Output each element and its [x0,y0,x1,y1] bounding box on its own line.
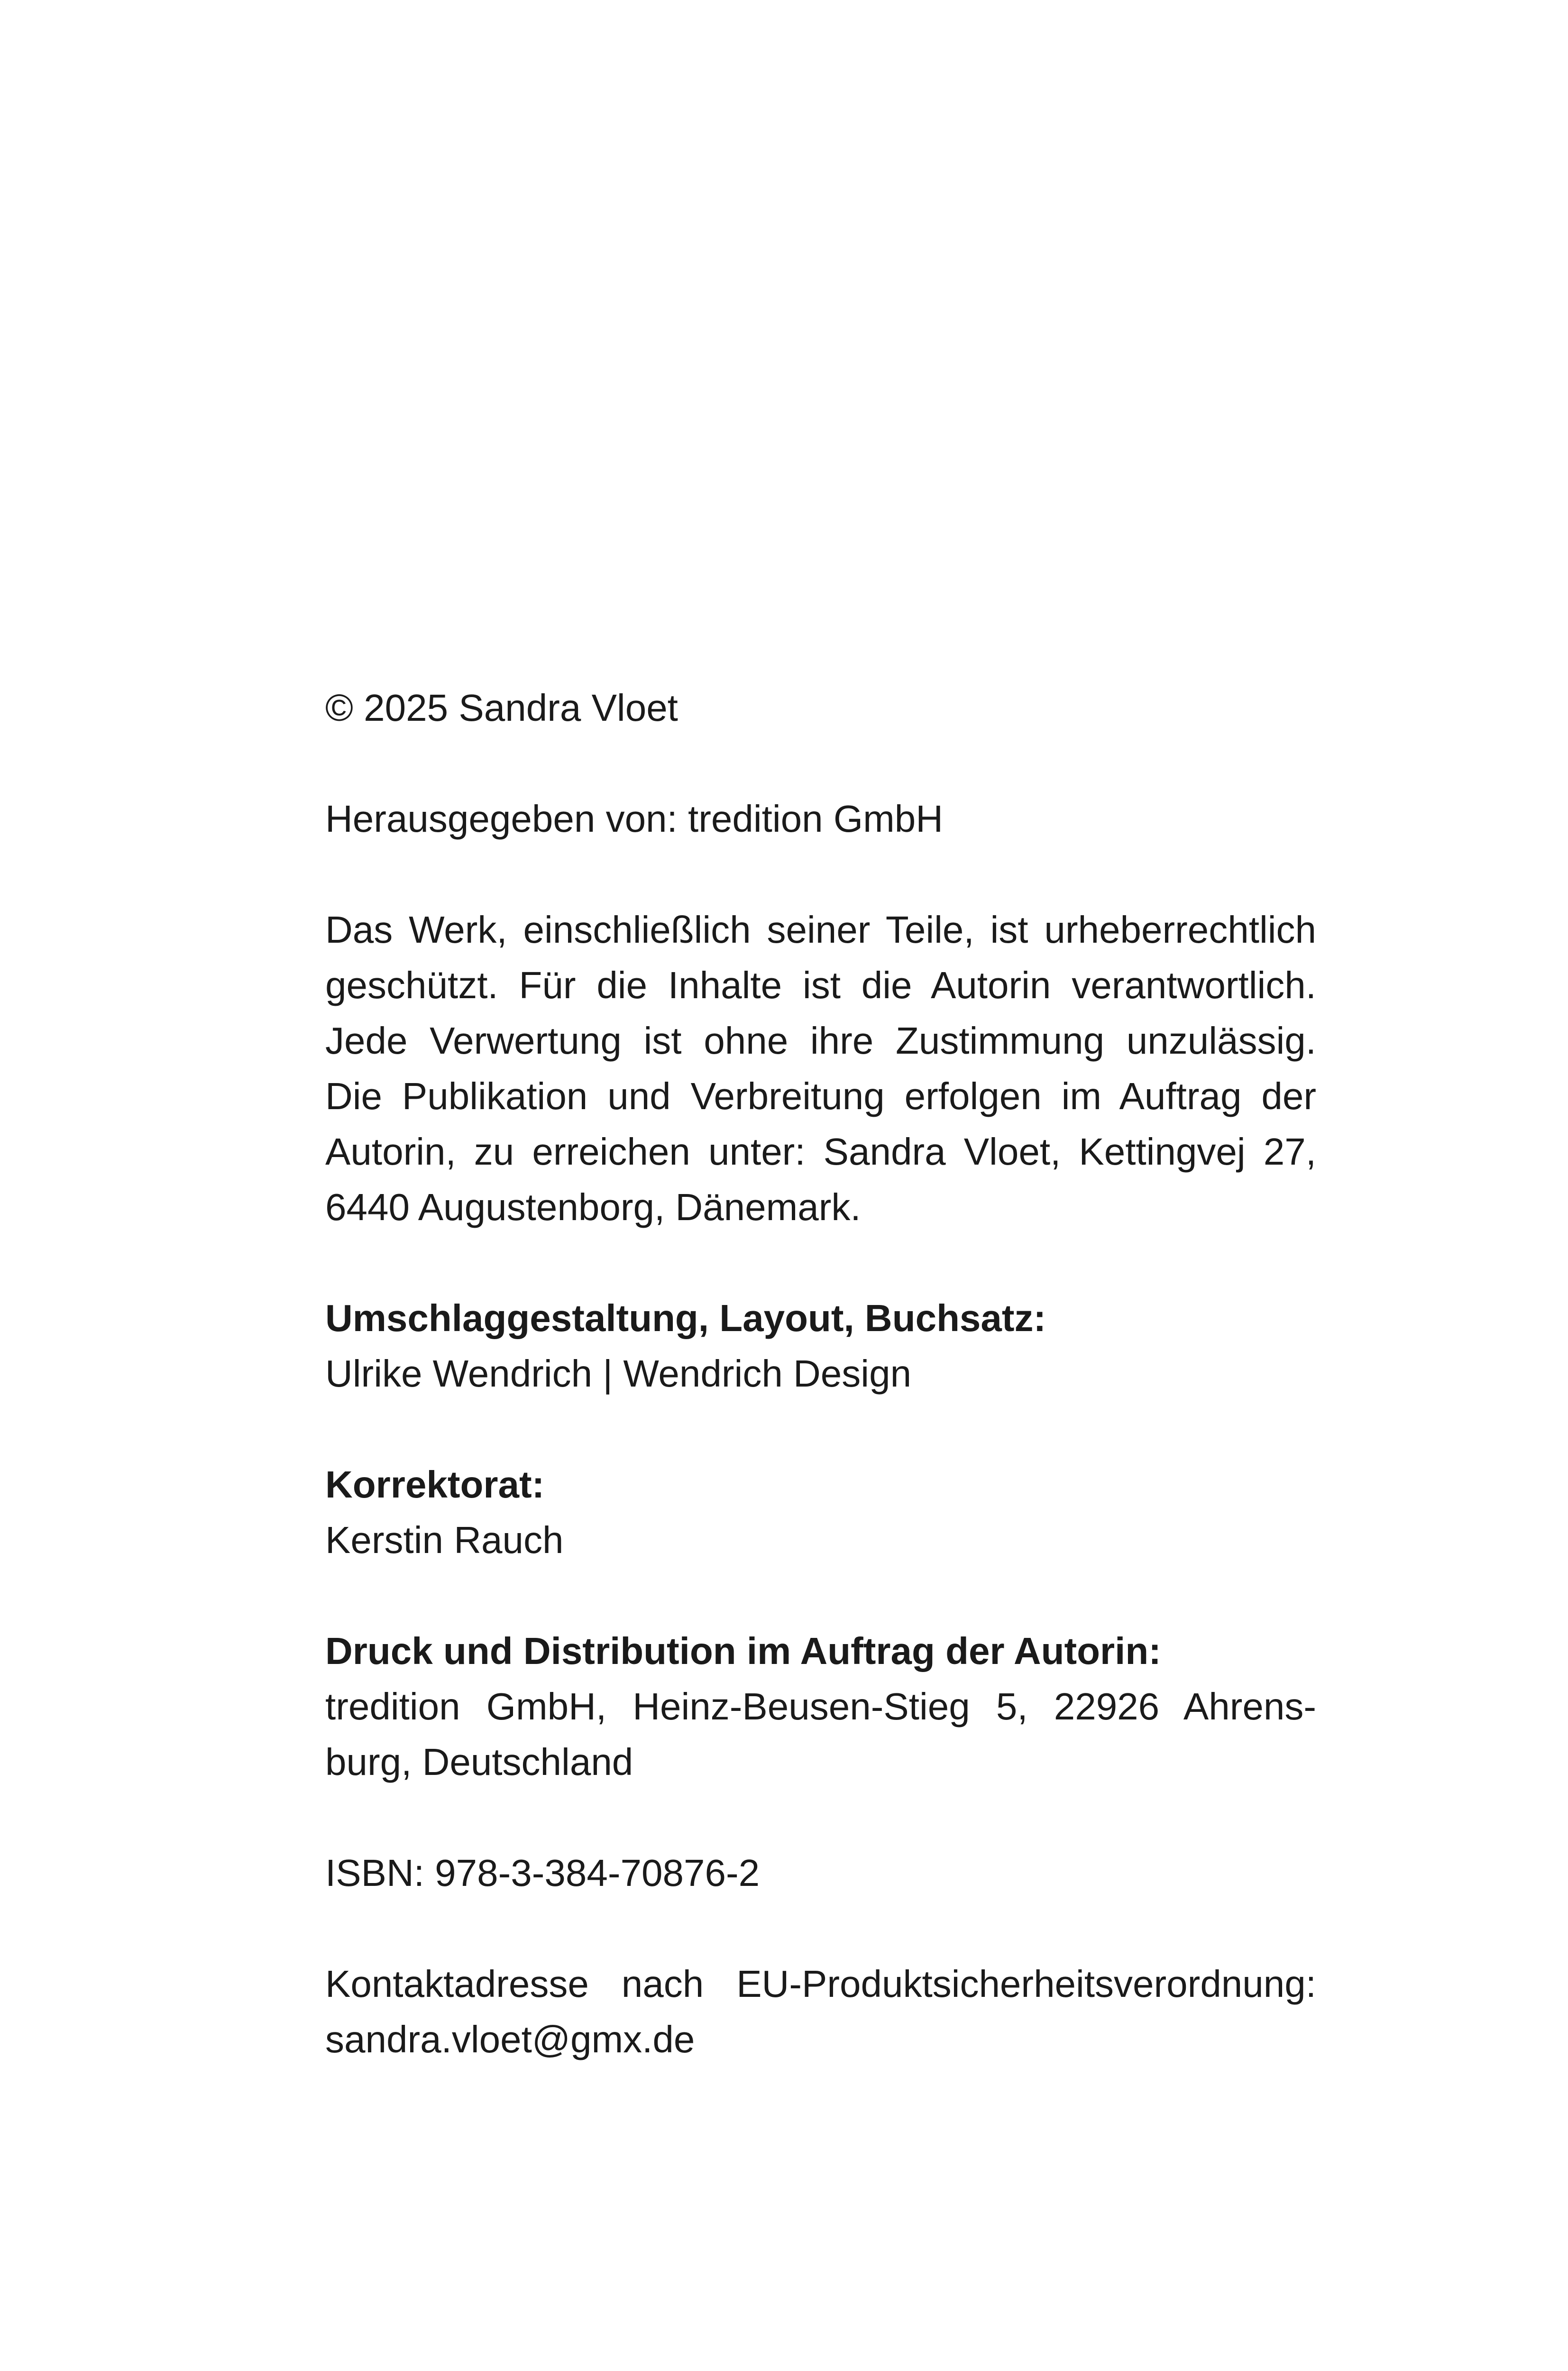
rights-paragraph [325,902,1316,1235]
printing-heading: Druck und Distribution im Auftrag der Autorin: [325,1630,1161,1672]
printing-address-line: burg, Deutschland [325,1741,633,1783]
rights-line: Autorin, zu erreichen unter: Sandra Vloet, Kettingvej 27, [325,1130,1316,1173]
design-credit [325,1290,1316,1401]
rights-line: 6440 Augustenborg, Dänemark. [325,1186,861,1228]
isbn-block [325,1845,1316,1901]
rights-line: Jede Verwertung ist ohne ihre Zustimmung unzulässig. [325,1020,1316,1062]
copyright-block [325,680,1316,735]
contact-block [325,1956,1316,2067]
rights-line: geschützt. Für die Inhalte ist die Autorin verantwortlich. [325,964,1316,1006]
proofreading-value: Kerstin Rauch [325,1519,564,1561]
rights-line: Die Publikation und Verbreitung erfolgen im Auftrag der [325,1075,1316,1117]
printing-credit [325,1623,1316,1790]
publisher-block [325,791,1316,846]
contact-label: Kontaktadresse nach EU-Produktsicherheitsverordnung: [325,1963,1316,2005]
rights-line: Das Werk, einschließlich seiner Teile, ist urheberrechtlich [325,909,1316,951]
publisher-line: Herausgegeben von: tredition GmbH [325,798,943,840]
printing-address-line: tredition GmbH, Heinz-Beusen-Stieg 5, 22926 Ahrens- [325,1685,1316,1728]
design-heading: Umschlaggestaltung, Layout, Buchsatz: [325,1297,1046,1339]
proofreading-heading: Korrektorat: [325,1463,545,1506]
copyright-notice: © 2025 Sandra Vloet [325,687,678,729]
isbn-number: ISBN: 978-3-384-70876-2 [325,1852,760,1894]
design-value: Ulrike Wendrich | Wendrich Design [325,1352,912,1395]
proofreading-credit [325,1457,1316,1568]
imprint-page [325,680,1316,2067]
contact-email: sandra.vloet@gmx.de [325,2018,695,2060]
